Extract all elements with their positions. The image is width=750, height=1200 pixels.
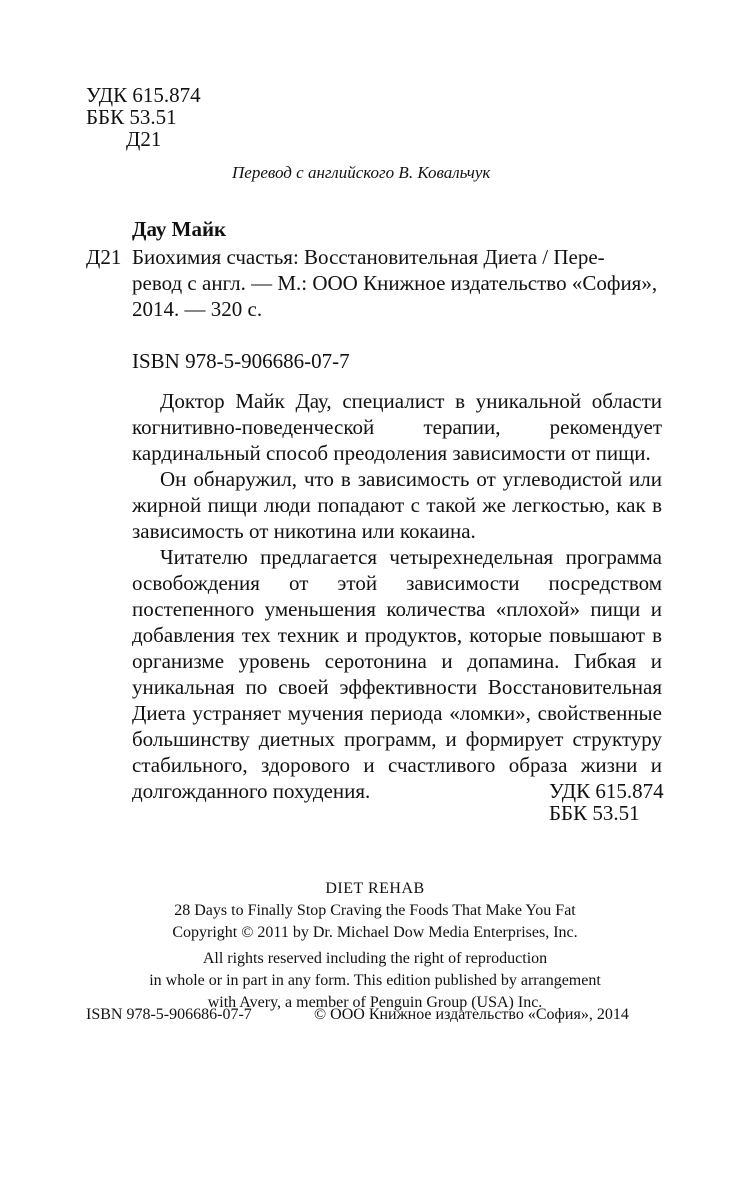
- isbn: ISBN 978-5-906686-07-7: [132, 349, 350, 373]
- udk-block-bottom: [549, 778, 664, 825]
- annotation-paragraph: Доктор Майк Дау, специалист в уникальной области когнитивно-поведенческой терапии, рекомендует кардинальный способ преодоления зависимости от пищи.: [132, 389, 662, 465]
- biblio-line: 2014. — 320 с.: [132, 297, 263, 321]
- original-subtitle: 28 Days to Finally Stop Craving the Foods That Make You Fat: [174, 902, 576, 919]
- author-name: Дау Майк: [132, 217, 227, 241]
- footer-isbn: ISBN 978-5-906686-07-7: [86, 1006, 252, 1023]
- udk-block-top: [86, 82, 201, 151]
- footer-publisher: © ООО Книжное издательство «София», 2014: [314, 1006, 629, 1023]
- original-title: DIET REHAB: [325, 880, 425, 897]
- rights-line: in whole or in part in any form. This edition published by arrangement: [149, 972, 601, 989]
- rights-line: with Avery, a member of Penguin Group (USA) Inc.: [207, 994, 543, 1011]
- biblio-line: ревод с англ. — М.: ООО Книжное издательство «София»,: [132, 271, 658, 295]
- author-mark: Д21: [126, 127, 162, 151]
- annotation: [132, 388, 662, 804]
- original-edition-block: [40, 878, 710, 1014]
- biblio-line: Биохимия счастья: Восстановительная Диета / Пере-: [132, 245, 605, 269]
- bbk-code: ББК 53.51: [86, 105, 177, 129]
- author-code: Д21: [86, 245, 122, 269]
- copyright-line: Copyright © 2011 by Dr. Michael Dow Media Enterprises, Inc.: [172, 924, 578, 941]
- udk-code: УДК 615.874: [549, 779, 664, 803]
- bibliographic-record: [132, 244, 662, 322]
- annotation-paragraph: Читателю предлагается четырехнедельная программа освобождения от этой зависимости посредством постепенного уменьшения количества «плохой» пищи и добавления тех техник и продуктов, которые повышают в организме уровень серотонина и допамина. Гибкая и уникальная по своей эффективности Восстановительная Диета устраняет мучения периода «ломки», свойственные большинству диетных программ, и формирует структуру стабильного, здорового и счастливого образа жизни и долгожданного похудения.: [132, 545, 662, 803]
- rights-line: All rights reserved including the right of reproduction: [202, 950, 548, 967]
- bbk-code: ББК 53.51: [549, 801, 640, 825]
- udk-code: УДК 615.874: [86, 83, 201, 107]
- annotation-paragraph: Он обнаружил, что в зависимость от углеводистой или жирной пищи люди попадают с такой же легкостью, как в зависимость от никотина или кокаина.: [132, 467, 662, 543]
- translator-credit: Перевод с английского В. Ковальчук: [232, 163, 491, 182]
